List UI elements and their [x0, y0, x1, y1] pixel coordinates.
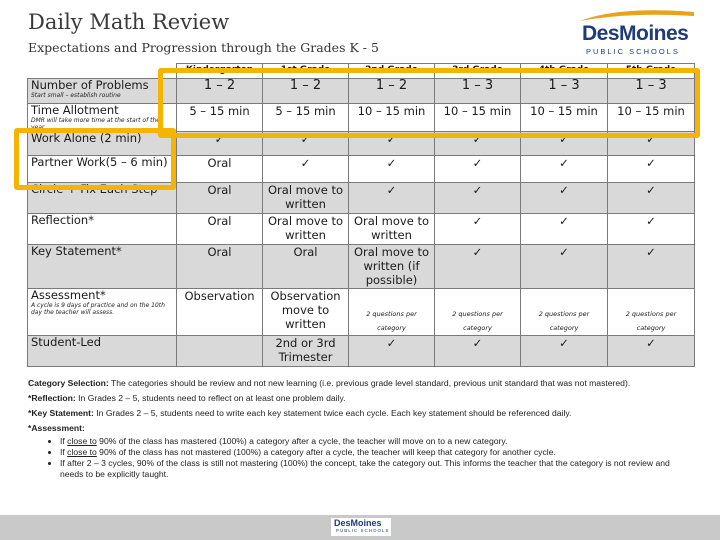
footer-bar [0, 515, 720, 540]
list-item: • If close to 90% of the class has mastered (100%) a category after a cycle, the teacher will move on to a new category. [60, 436, 688, 447]
table-row [28, 289, 695, 336]
table-cell: Observation [177, 289, 263, 336]
page-subtitle: Expectations and Progression through the Grades K - 5 [28, 40, 379, 55]
row-label-key-statement: Key Statement* [28, 245, 177, 289]
check-icon: ✓ [435, 156, 521, 183]
table-cell: Oral move to written [263, 214, 349, 245]
check-icon: ✓ [521, 336, 608, 367]
assessment-bullets [28, 436, 688, 480]
table-cell: 1 – 3 [435, 79, 521, 104]
list-item: • If close to 90% of the class has not mastered (100%) a category after a cycle, the teacher will keep that category for another cycle. [60, 447, 688, 458]
row-label-partner-work: Partner Work(5 – 6 min) [28, 156, 177, 183]
list-item: • If after 2 – 3 cycles, 90% of the class is still not mastering (100%) the concept, take the category out. This informs the teacher that the category is not review and needs to be explicitly taught. [60, 458, 688, 480]
note-assessment-heading: *Assessment: [28, 423, 85, 433]
table-cell: 1 – 2 [349, 79, 435, 104]
logo-wordmark: DesMoines [582, 22, 689, 45]
table-cell: Oral [263, 245, 349, 289]
footer-logo [331, 518, 391, 536]
table-cell: 1 – 3 [521, 79, 608, 104]
check-icon: ✓ [263, 132, 349, 156]
row-label-circle-fix: Circle + Fix Each Step [28, 183, 177, 214]
row-label-assessment: Assessment* A cycle is 9 days of practice and on the 10th day the teacher will assess. [28, 289, 177, 336]
table-cell: 5 – 15 min [263, 104, 349, 132]
table-cell: 10 – 15 min [435, 104, 521, 132]
table-cell: Oral [177, 183, 263, 214]
table-row [28, 79, 695, 104]
check-icon: ✓ [349, 156, 435, 183]
check-icon: ✓ [435, 336, 521, 367]
col-header: 5th Grade [608, 64, 695, 79]
table-cell: Observation move to written [263, 289, 349, 336]
check-icon: ✓ [435, 245, 521, 289]
check-icon: ✓ [349, 183, 435, 214]
table-cell: 1 – 2 [263, 79, 349, 104]
table-cell: 2 questions per category [521, 289, 608, 336]
row-label-student-led: Student-Led [28, 336, 177, 367]
table-row [28, 156, 695, 183]
check-icon: ✓ [349, 132, 435, 156]
col-header: 3rd Grade [435, 64, 521, 79]
check-icon: ✓ [608, 183, 695, 214]
table-row [28, 104, 695, 132]
check-icon: ✓ [608, 336, 695, 367]
district-logo [578, 8, 696, 56]
table-cell: Oral [177, 156, 263, 183]
logo-subtext: PUBLIC SCHOOLS [586, 47, 680, 56]
col-header: 2nd Grade [349, 64, 435, 79]
check-icon: ✓ [521, 245, 608, 289]
col-header: Kindergarten [177, 64, 263, 79]
table-row [28, 132, 695, 156]
table-row [28, 245, 695, 289]
table-cell: Oral move to written (if possible) [349, 245, 435, 289]
table-cell: 1 – 3 [608, 79, 695, 104]
table-cell: Oral move to written [263, 183, 349, 214]
note-key-statement: *Key Statement: In Grades 2 – 5, students need to write each key statement twice each cycle. Each key statement should be referenced daily. [28, 408, 572, 418]
check-icon: ✓ [608, 245, 695, 289]
row-label-reflection: Reflection* [28, 214, 177, 245]
check-icon: ✓ [608, 214, 695, 245]
progression-table [27, 63, 695, 367]
table-cell: 2nd or 3rd Trimester [263, 336, 349, 367]
check-icon: ✓ [349, 336, 435, 367]
table-cell: 10 – 15 min [521, 104, 608, 132]
check-icon: ✓ [521, 214, 608, 245]
table-cell: 5 – 15 min [177, 104, 263, 132]
check-icon: ✓ [177, 132, 263, 156]
check-icon: ✓ [435, 132, 521, 156]
table-cell: 2 questions per category [608, 289, 695, 336]
table-corner [28, 64, 177, 79]
table-cell: 2 questions per category [349, 289, 435, 336]
table-cell: 2 questions per category [435, 289, 521, 336]
row-label-time-allotment: Time Allotment DMR will take more time at the start of the year... [28, 104, 177, 132]
table-header-row [28, 64, 695, 79]
check-icon: ✓ [608, 156, 695, 183]
table-cell: 1 – 2 [177, 79, 263, 104]
check-icon: ✓ [521, 132, 608, 156]
check-icon: ✓ [521, 183, 608, 214]
page-title: Daily Math Review [28, 10, 230, 34]
logo-swoosh-icon [578, 8, 696, 22]
table-cell: 10 – 15 min [349, 104, 435, 132]
check-icon: ✓ [263, 156, 349, 183]
table-row [28, 214, 695, 245]
footer-logo-subtext: PUBLIC SCHOOLS [336, 528, 390, 533]
col-header: 4th Grade [521, 64, 608, 79]
col-header: 1st Grade [263, 64, 349, 79]
table-cell: 10 – 15 min [608, 104, 695, 132]
footer-logo-wordmark: DesMoines [334, 518, 382, 528]
note-reflection: *Reflection: In Grades 2 – 5, students need to reflect on at least one problem daily. [28, 393, 346, 403]
row-label-num-problems: Number of Problems Start small – establish routine [28, 79, 177, 104]
table-cell: Oral [177, 245, 263, 289]
table-row [28, 183, 695, 214]
check-icon: ✓ [608, 132, 695, 156]
table-row [28, 336, 695, 367]
table-cell [177, 336, 263, 367]
notes-section [28, 378, 688, 480]
table-cell: Oral [177, 214, 263, 245]
check-icon: ✓ [521, 156, 608, 183]
check-icon: ✓ [435, 183, 521, 214]
row-label-work-alone: Work Alone (2 min) [28, 132, 177, 156]
note-category: Category Selection: The categories should be review and not new learning (i.e. previous grade level standard, previous unit standard that was not mastered). [28, 378, 631, 388]
check-icon: ✓ [435, 214, 521, 245]
table-cell: Oral move to written [349, 214, 435, 245]
